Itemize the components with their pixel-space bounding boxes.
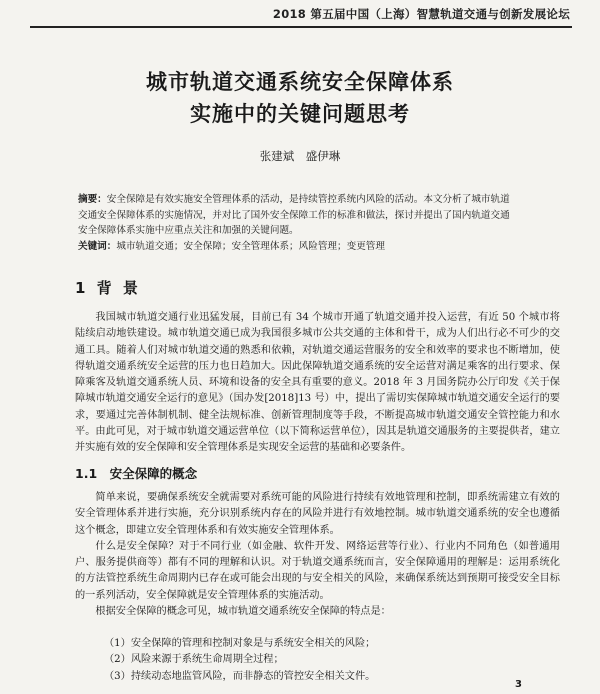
list-item: （1）安全保障的管理和控制对象是与系统安全相关的风险； — [104, 638, 376, 649]
paragraph: 什么是安全保障？对于不同行业（如金融、软件开发、网络运营等行业）、行业内不同角色（如普通用户、服务提供商等）都有不同的理解和认识。对于轨道交通系统而言，安全保障通用的理解是：运用系统化的方法管控系统生命周期内已存在或可能会出现的与安全相关的风险，来确保系统达到预期可接受安全目标的一系列活动，安全保障就是安全管理体系的实施活动。 — [75, 540, 560, 601]
section-1-1-body — [75, 490, 560, 620]
authors: 张建斌 盛伊琳 — [259, 149, 341, 163]
paper-title-line-1: 城市轨道交通系统安全保障体系 — [146, 70, 454, 94]
feature-list — [104, 636, 560, 685]
running-header: 2018 第五届中国（上海）智慧轨道交通与创新发展论坛 — [272, 7, 570, 21]
paper-title-line-2: 实施中的关键问题思考 — [190, 102, 410, 126]
keywords-label: 关键词： — [78, 240, 117, 252]
list-item: （2）风险来源于系统生命周期全过程； — [104, 654, 284, 666]
keywords-text: 城市轨道交通；安全保障；安全管理体系；风险管理；变更管理 — [116, 240, 385, 252]
section-1-body — [75, 310, 560, 457]
abstract-block — [78, 192, 512, 254]
abstract-text: 安全保障是有效实施安全管理体系的活动，是持续管控系统内风险的活动。本文分析了城市轨道交通安全保障体系的实施情况，并对比了国外安全保障工作的标准和做法，探讨并提出了国内轨道交通安全保障体系实施中应重点关注和加强的关键问题。 — [78, 194, 510, 236]
abstract-label: 摘要： — [78, 194, 107, 205]
section-heading-background: 1 背 景 — [75, 279, 141, 297]
keywords — [78, 239, 512, 255]
subsection-heading-concept: 1.1 安全保障的概念 — [75, 466, 198, 481]
paragraph: 根据安全保障的概念可见，城市轨道交通系统安全保障的特点是： — [95, 606, 391, 618]
page-number: 3 — [515, 679, 522, 690]
abstract — [78, 192, 512, 239]
list-item: （3）持续动态地监管风险，而非静态的管控安全相关文件。 — [104, 670, 376, 682]
header-divider — [30, 26, 572, 28]
paragraph: 简单来说，要确保系统安全就需要对系统可能的风险进行持续有效地管理和控制，即系统需建立有效的安全管理体系并进行实施，充分识别系统内存在的风险并进行有效地控制。城市轨道交通系统的安全也遵循这个概念，即建立安全管理体系和有效实施安全管理体系。 — [75, 492, 560, 536]
paragraph: 我国城市轨道交通行业迅猛发展，目前已有 34 个城市开通了轨道交通并投入运营，有近 50 个城市将陆续启动地铁建设。城市轨道交通已成为我国很多城市公共交通的主体和骨干，成为人们出行必不可少的交通工具。随着人们对城市轨道交通的熟悉和依赖，对轨道交通运营服务的安全和效率的要求也不断增加，使得轨道交通系统安全运营的压力也日趋加大。因此保障轨道交通系统的安全运营对满足乘客的出行要求、保障乘客及轨道交通系统人员、环境和设备的安全具有重要的意义。2018 年 3 月国务院办公厅印发《关于保障城市轨道交通安全运行的意见》（国办发[2018]13 号）中，提出了需切实保障城市轨道交通安全运行的要求，要通过完善体制机制、健全法规标准、创新管理制度等手段，不断提高城市轨道交通安全管控能力和水平。由此可见，对于城市轨道交通运营单位（以下简称运营单位），因其是轨道交通服务的主要提供者，建立并实施有效的安全保障和安全管理体系是实现安全运营的基础和必要条件。 — [75, 312, 560, 454]
